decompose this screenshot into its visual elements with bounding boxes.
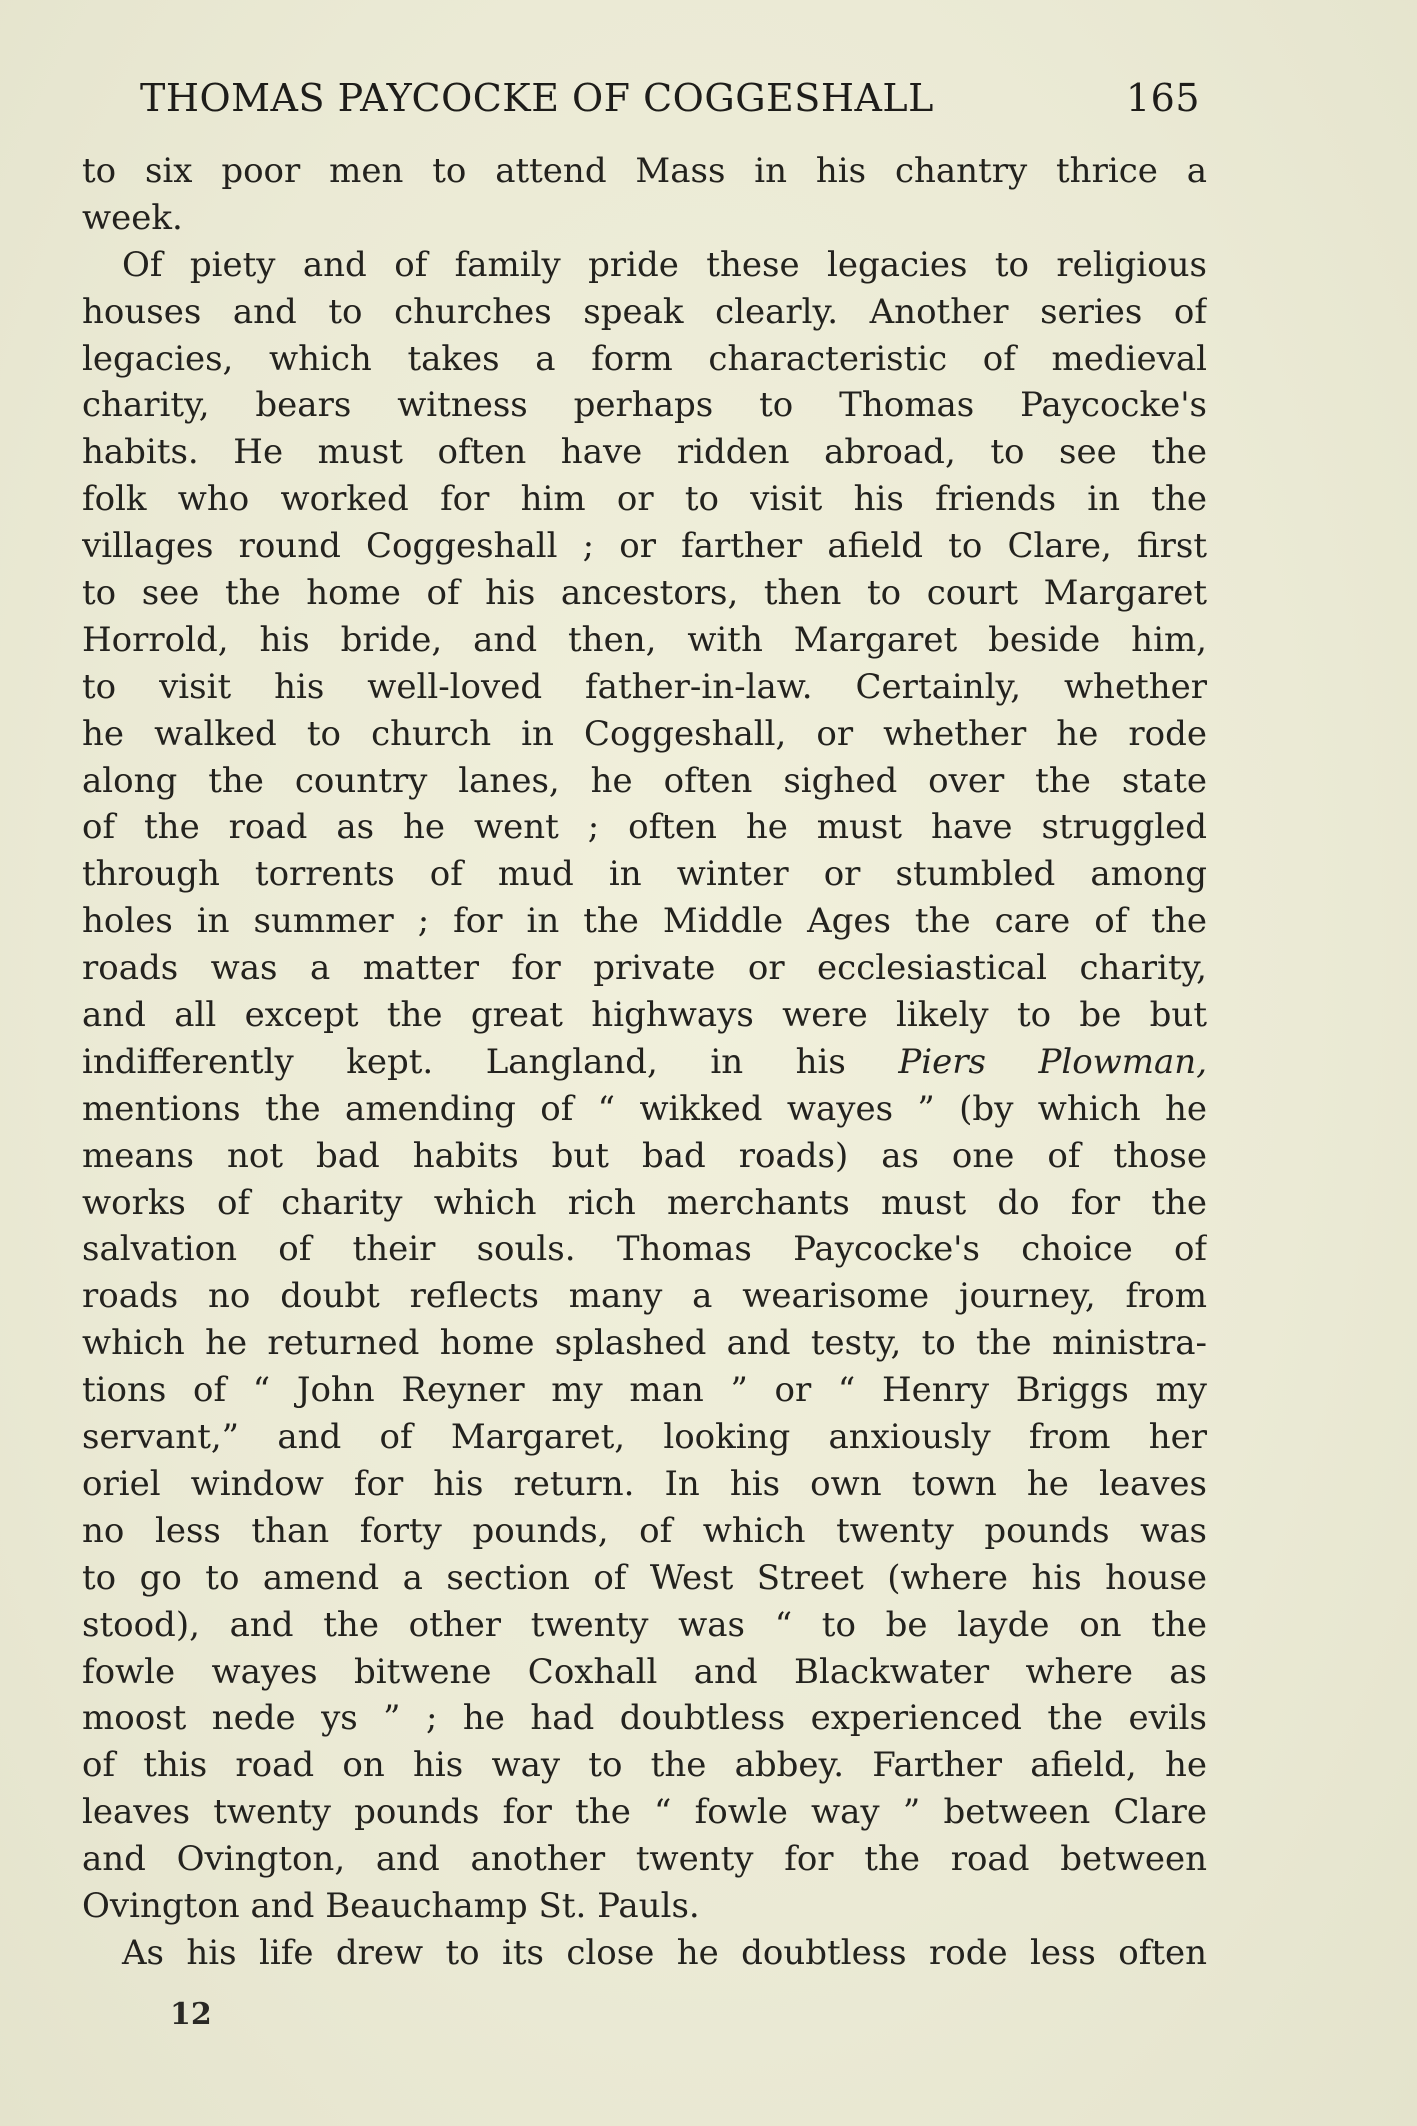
text-line: along the country lanes, he often sighed over the state [82,760,1207,801]
text-line: mentions the amending of “ wikked wayes ” (by which he [82,1088,1207,1129]
text-line: through torrents of mud in winter or stumbled among [82,854,1207,895]
text-line: no less than forty pounds, of which twenty pounds was [82,1510,1207,1551]
text-line: of the road as he went ; often he must have struggled [82,807,1207,848]
text-line: leaves twenty pounds for the “ fowle way ” between Clare [82,1792,1207,1833]
text-line: to see the home of his ancestors, then to court Margaret [82,573,1207,614]
text-line: he walked to church in Coggeshall, or whether he rode [82,713,1207,754]
text-line: and Ovington, and another twenty for the road between [82,1839,1207,1880]
text-line-with-title [82,1039,1207,1086]
text-line: to visit his well-loved father-in-law. Certainly, whether [82,666,1207,707]
text-line: week. [82,197,183,238]
text-line: Ovington and Beauchamp St. Pauls. [82,1885,700,1926]
text-line: stood), and the other twenty was “ to be layde on the [82,1604,1207,1645]
text-line: charity, bears witness perhaps to Thomas Paycocke's [82,385,1207,426]
text-line: of this road on his way to the abbey. Farther afield, he [82,1745,1207,1786]
text-line: to six poor men to attend Mass in his chantry thrice a [82,151,1207,191]
text-line: Of piety and of family pride these legacies to religious [122,244,1207,285]
text-line: tions of “ John Reyner my man ” or “ Henry Briggs my [82,1370,1207,1411]
text-line: folk who worked for him or to visit his friends in the [82,479,1207,520]
italic-book-title: Piers Plowman, [898,1041,1207,1082]
running-title: THOMAS PAYCOCKE OF COGGESHALL [140,76,934,120]
text-line: holes in summer ; for in the Middle Ages the care of the [82,901,1207,942]
text-line: As his life drew to its close he doubtless rode less often [122,1932,1207,1973]
text-line: habits. He must often have ridden abroad, to see the [82,432,1207,473]
signature-mark: 12 [170,1997,212,2032]
text-line: to go to amend a section of West Street (where his house [82,1557,1207,1598]
text-line: and all except the great highways were likely to be but [82,995,1207,1036]
text-line: which he returned home splashed and testy, to the ministra- [82,1323,1207,1364]
text-line: Horrold, his bride, and then, with Margaret beside him, [82,619,1207,660]
text-line: salvation of their souls. Thomas Paycocke's choice of [82,1229,1207,1270]
page-number: 165 [1125,76,1200,120]
text-line: fowle wayes bitwene Coxhall and Blackwater where as [82,1651,1207,1692]
text-line: roads no doubt reflects many a wearisome journey, from [82,1276,1207,1317]
text-line: moost nede ys ” ; he had doubtless experienced the evils [82,1698,1207,1739]
text-line: works of charity which rich merchants must do for the [82,1182,1207,1223]
text-line: legacies, which takes a form characteristic of medieval [82,338,1207,379]
text-line: means not bad habits but bad roads) as one of those [82,1135,1207,1176]
text-line: houses and to churches speak clearly. Another series of [82,291,1207,332]
text-line: villages round Coggeshall ; or farther afield to Clare, first [82,526,1207,567]
text-line: roads was a matter for private or ecclesiastical charity, [82,948,1207,989]
text-fragment: indifferently kept. Langland, in his [82,1041,846,1082]
body-text [82,148,1207,1977]
text-line: servant,” and of Margaret, looking anxiously from her [82,1417,1207,1458]
text-line: oriel window for his return. In his own town he leaves [82,1463,1207,1504]
running-head [140,76,1200,136]
